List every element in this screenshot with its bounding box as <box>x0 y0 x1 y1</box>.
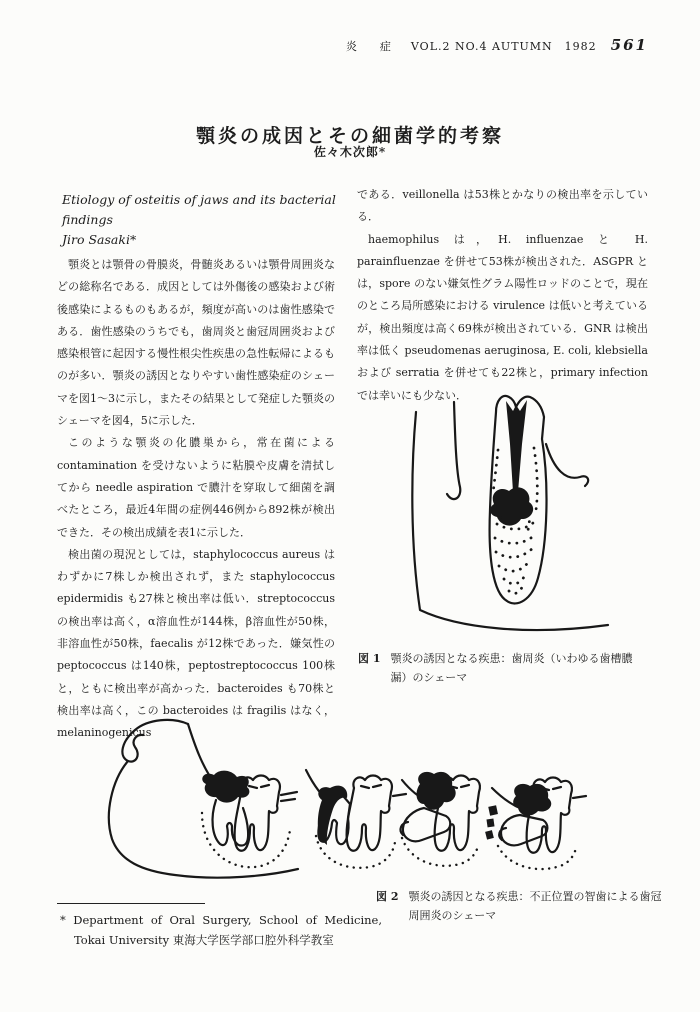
figure2-label: 図 2 <box>376 890 399 903</box>
figure1-svg <box>396 390 640 642</box>
right-column <box>357 184 648 407</box>
footnote-divider <box>57 903 205 904</box>
figure2-caption <box>376 888 668 925</box>
figure1-label: 図 1 <box>358 652 381 665</box>
english-title-line1: Etiology of osteitis of jaws and its bacterial findings <box>62 192 336 227</box>
body-paragraph: このような顎炎の化膿巣から，常在菌による contamination を受けないように粘膜や皮膚を清拭してから needle aspiration で膿汁を穿取して細菌を調べたところ，最近4年間の症例446例から892株が検出できた．その検出成績を表1に示した． <box>57 436 335 539</box>
figure2-svg <box>90 718 612 888</box>
body-paragraph: haemophilus は，H. influenzae と H. parainfluenzae を併せて53株が検出された．ASGPR とは，spore のない嫌気性グラム陽性ロッドのことで，現在のところ局所感染における virulence は低いと考えているが，検出頻度は高く69株が検出されている．GNR は検出率は低く pseudomenas aeruginosa, E. coli, klebsiella および serratia を併せても22株と，primary infection では幸いにも少ない． <box>357 232 648 402</box>
journal-name: 炎 症 <box>345 40 397 53</box>
body-paragraph: である．veillonella は53株とかなりの検出率を示している． <box>357 188 648 224</box>
english-title <box>62 190 350 250</box>
running-header <box>346 36 648 54</box>
page-number: 561 <box>610 36 648 54</box>
figure2-caption-text: 顎炎の誘因となる疾患：不正位置の智歯による歯冠周囲炎のシェーマ <box>408 890 662 922</box>
english-title-line2: Jiro Sasaki* <box>62 232 137 247</box>
paper-author: 佐々木次郎* <box>313 145 387 159</box>
figure1-caption <box>358 650 640 687</box>
footnote-affiliation: * Department of Oral Surgery, School of Medicine, Tokai University 東海大学医学部口腔外科学教室 <box>60 913 382 947</box>
figure1-caption-text: 顎炎の誘因となる疾患：歯周炎（いわゆる歯槽膿漏）のシェーマ <box>390 652 633 684</box>
body-paragraph: 顎炎とは顎骨の骨膜炎，骨髄炎あるいは顎骨周囲炎などの総称名である．成因としては外傷後の感染および術後感染によるものもあるが，頻度が高いのは歯性感染である．歯性感染のうちでも，歯周炎と歯冠周囲炎および感染根管に起因する慢性根尖性疾患の急性転帰によるものが多い．顎炎の誘因となりやすい歯性感染症のシェーマを図1〜3に示し，またその結果として発症した顎炎のシェーマを図4，5に示した． <box>57 258 335 428</box>
body-paragraph: 検出菌の現況としては，staphylococcus aureus はわずかに7株しか検出されず，また staphylococcus epidermidis も27株と検出率は低い．streptococcus の検出率は高く，α溶血性が144株，β溶血性が50株，非溶血性が50株，faecalis が12株であった．嫌気性の peptococcus は140株，peptostreptococcus 100株と，ともに検出率が高かった．bacteroides も70株と検出率は高く，この bacteroides は fragilis はなく，melaninogenicus <box>57 547 335 740</box>
journal-issue: VOL.2 NO.4 AUTUMN 1982 <box>410 40 597 53</box>
figure1-tooth-schema-illustration <box>396 390 640 642</box>
left-column <box>57 254 335 745</box>
figure2-impacted-teeth-illustration <box>90 718 612 888</box>
paper-title: 顎炎の成因とその細菌学的考察 <box>195 124 504 147</box>
